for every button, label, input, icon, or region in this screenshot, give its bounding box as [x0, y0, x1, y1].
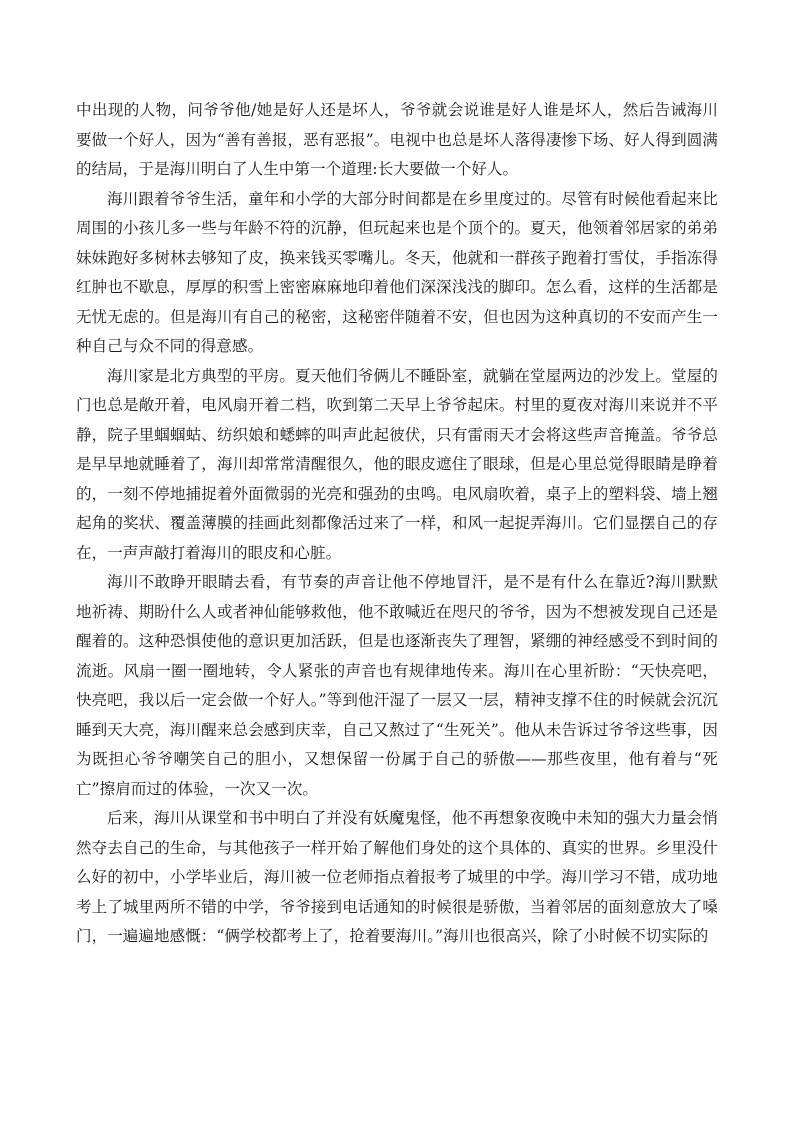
paragraph-4: 海川不敢睁开眼睛去看，有节奏的声音让他不停地冒汗，是不是有什么在靠近?海川默默地祈祷、期盼什么人或者神仙能够救他，他不敢喊近在咫尺的爷爷，因为不想被发现自己还是醒着的。这种恐惧使他的意识更加活跃，但是也逐渐丧失了理智，紧绷的神经感受不到时间的流逝。风扇一圈一圈地转，令人紧张的声音也有规律地传来。海川在心里祈盼：“天快亮吧，快亮吧，我以后一定会做一个好人。”等到他汗湿了一层又一层，精神支撑不住的时候就会沉沉睡到天大亮，海川醒来总会感到庆幸，自己又熬过了“生死关”。他从未告诉过爷爷这些事，因为既担心爷爷嘲笑自己的胆小，又想保留一份属于自己的骄傲——那些夜里，他有着与“死亡”擦肩而过的体验，一次又一次。 [76, 573, 718, 798]
paragraph-2: 海川跟着爷爷生活，童年和小学的大部分时间都是在乡里度过的。尽管有时候他看起来比周围的小孩儿多一些与年龄不符的沉静，但玩起来也是个顶个的。夏天，他领着邻居家的弟弟妹妹跑好多树林去够知了皮，换来钱买零嘴儿。冬天，他就和一群孩子跑着打雪仗，手指冻得红肿也不歇息，厚厚的积雪上密密麻麻地印着他们深深浅浅的脚印。怎么看，这样的生活都是无忧无虑的。但是海川有自己的秘密，这秘密伴随着不安，但也因为这种真切的不安而产生一种自己与众不同的得意感。 [76, 189, 718, 355]
paragraph-1: 中出现的人物，问爷爷他/她是好人还是坏人，爷爷就会说谁是好人谁是坏人，然后告诫海川要做一个好人，因为“善有善报，恶有恶报”。电视中也总是坏人落得凄惨下场、好人得到圆满的结局，于是海川明白了人生中第一个道理:长大要做一个好人。 [76, 101, 718, 178]
paragraph-5: 后来，海川从课堂和书中明白了并没有妖魔鬼怪，他不再想象夜晚中未知的强大力量会悄然夺去自己的生命，与其他孩子一样开始了解他们身处的这个具体的、真实的世界。乡里没什么好的初中，小学毕业后，海川被一位老师指点着报考了城里的中学。海川学习不错，成功地考上了城里两所不错的中学，爷爷接到电话通知的时候很是骄傲，当着邻居的面刻意放大了嗓门，一遍遍地感慨：“俩学校都考上了，抢着要海川。”海川也很高兴，除了小时候不切实际的 [76, 809, 718, 945]
paragraph-3: 海川家是北方典型的平房。夏天他们爷俩儿不睡卧室，就躺在堂屋两边的沙发上。堂屋的门也总是敞开着，电风扇开着二档，吹到第二天早上爷爷起床。村里的夏夜对海川来说并不平静，院子里蝈蝈蛄、纺织娘和蟋蟀的叫声此起彼伏，只有雷雨天才会将这些声音掩盖。爷爷总是早早地就睡着了，海川却常常清醒很久，他的眼皮遮住了眼球，但是心里总觉得眼睛是睁着的，一刻不停地捕捉着外面微弱的光亮和强劲的虫鸣。电风扇吹着，桌子上的塑料袋、墙上翘起角的奖状、覆盖薄膜的挂画此刻都像活过来了一样，和风一起捉弄海川。它们显摆自己的存在，一声声敲打着海川的眼皮和心脏。 [76, 366, 718, 562]
document-body [76, 96, 718, 952]
